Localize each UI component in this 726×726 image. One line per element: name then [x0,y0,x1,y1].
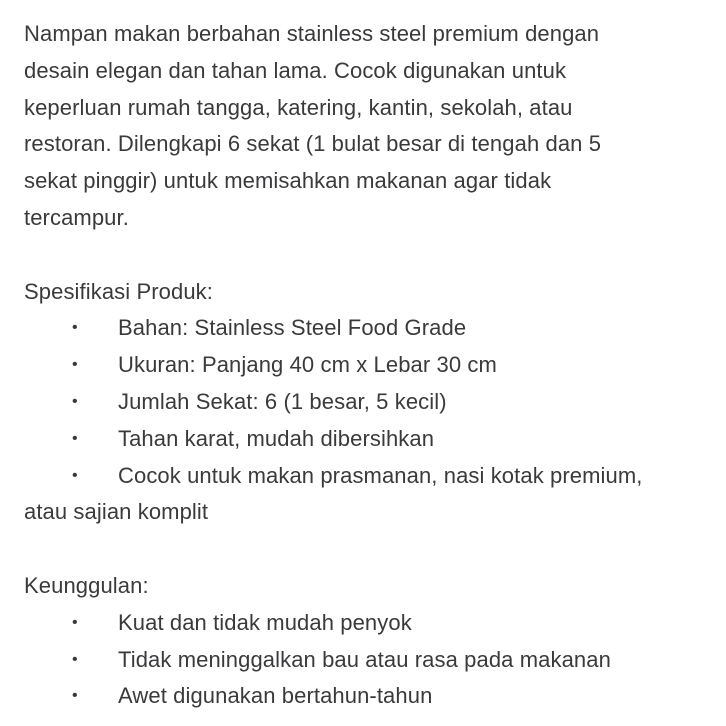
list-item-text: Cocok untuk makan prasmanan, nasi kotak premium, [118,462,643,488]
bullet-icon: • [72,392,78,410]
list-item-text: Jumlah Sekat: 6 (1 besar, 5 kecil) [118,388,447,414]
list-item [24,605,714,642]
advantages-section [24,568,714,715]
description-line: restoran. Dilengkapi 6 sekat (1 bulat besar di tengah dan 5 [24,131,602,157]
description-paragraph [24,16,714,237]
list-item [24,642,714,679]
description-line: keperluan rumah tangga, katering, kantin, sekolah, atau [24,94,573,120]
description-line: sekat pinggir) untuk memisahkan makanan agar tidak [24,168,552,194]
bullet-icon: • [72,356,78,374]
advantages-heading: Keunggulan: [24,572,149,598]
advantages-list [24,605,714,715]
specs-heading: Spesifikasi Produk: [24,278,213,304]
bullet-icon: • [72,429,78,447]
specs-section [24,274,714,532]
product-description [24,16,714,715]
list-item [24,458,714,532]
bullet-icon: • [72,650,78,668]
bullet-icon: • [72,466,78,484]
list-item-text: Tidak meninggalkan bau atau rasa pada makanan [118,646,611,672]
list-item-text: Kuat dan tidak mudah penyok [118,609,412,635]
bullet-icon: • [72,319,78,337]
list-item-text: Bahan: Stainless Steel Food Grade [118,315,467,341]
list-item-text-continued: atau sajian komplit [24,499,209,525]
description-line: tercampur. [24,204,129,230]
list-item-text: Tahan karat, mudah dibersihkan [118,425,435,451]
list-item [24,347,714,384]
spacer [24,237,714,274]
bullet-icon: • [72,613,78,631]
bullet-icon: • [72,687,78,705]
specs-list [24,310,714,531]
list-item-text: Awet digunakan bertahun-tahun [118,683,433,709]
description-line: Nampan makan berbahan stainless steel premium dengan [24,21,600,46]
list-item [24,384,714,421]
description-line: desain elegan dan tahan lama. Cocok digunakan untuk [24,57,567,83]
list-item [24,310,714,347]
list-item-text: Ukuran: Panjang 40 cm x Lebar 30 cm [118,352,497,378]
list-item [24,421,714,458]
list-item [24,678,714,715]
spacer [24,531,714,568]
